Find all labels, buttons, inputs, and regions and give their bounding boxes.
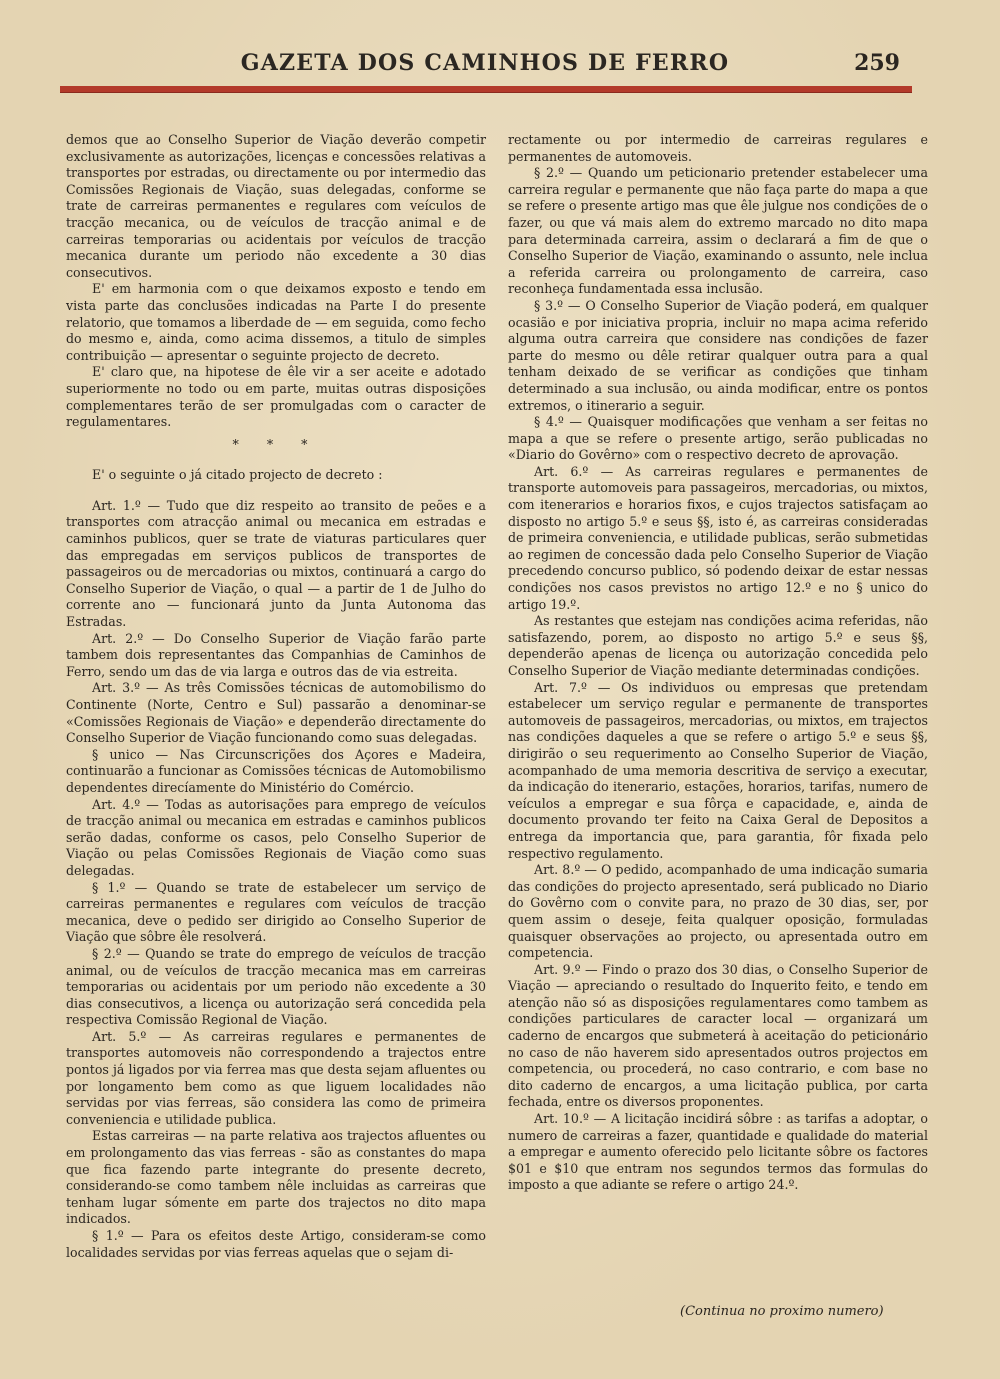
paragraph: demos que ao Conselho Superior de Viação deverão competir exclusivamente as autorizações, licenças e concessões relativas a transportes por estradas, ou directamente ou por intermedio das Comissões Regionais de Viação, suas delegadas, conforme se trate de carreiras permanentes e regulares com veículos de tracção mecanica, ou de veículos de tracção animal e de carreiras temporarias ou acidentais por veículos de tracção mecanica durante um periodo não excedente a 30 dias consecutivos. <box>66 132 486 280</box>
paragraph: § 3.º — O Conselho Superior de Viação poderá, em qualquer ocasião e por iniciativa propria, incluir no mapa acima referido alguma outra carreira que considere nas condições de fazer parte do mesmo ou dêle retirar qualquer outra para a qual tenham deixado de se verificar as condições que tinham determinado a sua inclusão, ou ainda modificar, entre os pontos extremos, o itinerario a seguir. <box>508 297 928 413</box>
left-column <box>66 132 486 1261</box>
section-separator: * * * <box>232 436 320 452</box>
publication-title: GAZETA DOS CAMINHOS DE FERRO <box>240 50 730 76</box>
article-paragraph: Art. 2.º — Do Conselho Superior de Viação farão parte tambem dois representantes das Companhias de Caminhos de Ferro, sendo um das de via larga e outros das de via estreita. <box>66 630 486 679</box>
paragraph: E' em harmonia com o que deixamos exposto e tendo em vista parte das conclusões indicadas na Parte I do presente relatorio, que tomamos a liberdade de — em seguida, como fecho do mesmo e, ainda, como acima dissemos, a titulo de simples contribuição — apresentar o seguinte projecto de decreto. <box>66 281 486 363</box>
paragraph: § unico — Nas Circunscrições dos Açores e Madeira, continuarão a funcionar as Comissões técnicas de Automobilismo dependentes direcíamente do Ministério do Comércio. <box>66 746 486 795</box>
article-paragraph: Art. 6.º — As carreiras regulares e permanentes de transporte automoveis para passageiros, mercadorias, ou mixtos, com itenerarios e horarios fixos, e cujos trajectos satisfaçam ao disposto no artigo 5.º e seus §§, isto é, as carreiras consideradas de primeira conveniencia, e utilidade publicas, serão submetidas ao regimen de concessão dada pelo Conselho Superior de Viação precedendo concurso publico, só podendo deixar de estar nessas condições nos casos previstos no artigo 12.º e no § unico do artigo 19.º. <box>508 463 928 612</box>
paragraph: § 2.º — Quando um peticionario pretender estabelecer uma carreira regular e permanente que não faça parte do mapa a que se refere o presente artigo mas que êle julgue nos condições de o fazer, ou que vá mais alem do extremo marcado no dito mapa para determinada carreira, assim o declarará a fim de que o Conselho Superior de Viação, examinando o assunto, nele inclua a referida carreira ou prolongamento de carreira, caso reconheça fundamentada essa inclusão. <box>508 165 928 297</box>
page-number: 259 <box>854 50 900 76</box>
paragraph: § 2.º — Quando se trate do emprego de veículos de tracção animal, ou de veículos de tracção mecanica mas em carreiras temporarias ou acidentais por um periodo não excedente a 30 dias consecutivos, a licença ou autorização será concedida pela respectiva Comissão Regional de Viação. <box>66 945 486 1028</box>
header-rule <box>60 86 912 92</box>
paragraph: E' claro que, na hipotese de êle vir a ser aceite e adotado superiormente no todo ou em parte, muitas outras disposições complementares terão de ser promulgadas com o caracter de regulamentares. <box>66 364 486 430</box>
paragraph: E' o seguinte o já citado projecto de decreto : <box>92 467 383 483</box>
paragraph: § 1.º — Para os efeitos deste Artigo, consideram-se como localidades servidas por vias ferreas aquelas que o sejam di- <box>66 1228 486 1260</box>
page-header <box>60 44 910 88</box>
paragraph: § 4.º — Quaisquer modificações que venham a ser feitas no mapa a que se refere o presente artigo, serão publicadas no «Diario do Govêrno» com o respectivo decreto de aprovação. <box>508 414 928 463</box>
continuation-note: (Continua no proximo numero) <box>680 1304 884 1319</box>
article-paragraph: Art. 8.º — O pedido, acompanhado de uma indicação sumaria das condições do projecto apresentado, será publicado no Diario do Govêrno com o convite para, no prazo de 30 dias, ser, por quem assim o deseje, feita qualquer oposição, formuladas quaisquer observações ao projecto, ou apresentada outro em competencia. <box>508 862 928 961</box>
article-paragraph: Art. 1.º — Tudo que diz respeito ao transito de peões e a transportes com atracção animal ou mecanica em estradas e caminhos publicos, quer se trate de viaturas particulares quer das empregadas em serviços publicos de transportes de passageiros ou de mercadorias ou mixtos, continuará a cargo do Conselho Superior de Viação, o qual — a partir de 1 de Julho do corrente ano — funcionará junto da Junta Autonoma das Estradas. <box>66 497 486 630</box>
paragraph: As restantes que estejam nas condições acima referidas, não satisfazendo, porem, ao disposto no artigo 5.º e seus §§, dependerão apenas de licença ou autorização concedida pelo Conselho Superior de Viação mediante determinadas condições. <box>508 613 928 678</box>
article-paragraph: Art. 5.º — As carreiras regulares e permanentes de transportes automoveis não correspondendo a trajectos entre pontos já ligados por via ferrea mas que desta sejam afluentes ou por longamento bem como as que liguem localidades não servidas por vias ferreas, são considera las como de primeira conveniencia e utilidade publica. <box>66 1028 486 1127</box>
article-paragraph: Art. 4.º — Todas as autorisações para emprego de veículos de tracção animal ou mecanica em estradas e caminhos publicos serão dadas, conforme os casos, pelo Conselho Superior de Viação ou pelas Comissões Regionais de Viação como suas delegadas. <box>66 796 486 878</box>
paragraph: § 1.º — Quando se trate de estabelecer um serviço de carreiras permanentes e regulares com veículos de tracção mecanica, deve o pedido ser dirigido ao Conselho Superior de Viação que sôbre êle resolverá. <box>66 879 486 945</box>
article-paragraph: Art. 7.º — Os individuos ou empresas que pretendam estabelecer um serviço regular e permanente de transportes automoveis de passageiros, mercadorias, ou mixtos, em trajectos nas condições daqueles a que se refere o artigo 5.º e seus §§, dirigirão o seu requerimento ao Conselho Superior de Viação, acompanhado de uma memoria descritiva de serviço a executar, da indicação do itenerario, estações, horarios, tarifas, numero de veículos a empregar e sua fôrça e capacidade, e, ainda de documento provando ter feito na Caixa Geral de Depositos a entrega da importancia que, para garantia, fôr fixada pelo respectivo regulamento. <box>508 679 928 861</box>
article-paragraph: Art. 3.º — As três Comissões técnicas de automobilismo do Continente (Norte, Centro e Sul) passarão a denominar-se «Comissões Regionais de Viação» e dependerão directamente do Conselho Superior de Viação funcionando como suas delegadas. <box>66 680 486 746</box>
paragraph: Estas carreiras — na parte relativa aos trajectos afluentes ou em prolongamento das vias ferreas - são as constantes do mapa que fica fazendo parte integrante do presente decreto, considerando-se como tambem nêle incluidas as carreiras que tenham lugar sómente em parte dos trajectos no dito mapa indicados. <box>66 1128 486 1227</box>
paragraph: rectamente ou por intermedio de carreiras regulares e permanentes de automoveis. <box>508 132 928 164</box>
right-column <box>508 132 928 1194</box>
article-paragraph: Art. 9.º — Findo o prazo dos 30 dias, o Conselho Superior de Viação — apreciando o resultado do Inquerito feito, e tendo em atenção não só as disposições regulamentares como tambem as condições particulares de caracter local — organizará um caderno de encargos que submeterá à aceitação do peticionário no caso de não haverem sido apresentados outros projectos em competencia, ou procederá, no caso contrario, e com base no dito caderno de encargos, a uma licitação publica, por carta fechada, entre os diversos proponentes. <box>508 961 928 1110</box>
article-paragraph: Art. 10.º — A licitação incidirá sôbre : as tarifas a adoptar, o numero de carreiras a fazer, quantidade e qualidade do material a empregar e aumento oferecido pelo licitante sôbre os factores $01 e $10 que entram nos segundos termos das formulas do imposto a que adiante se refere o artigo 24.º. <box>508 1111 928 1193</box>
